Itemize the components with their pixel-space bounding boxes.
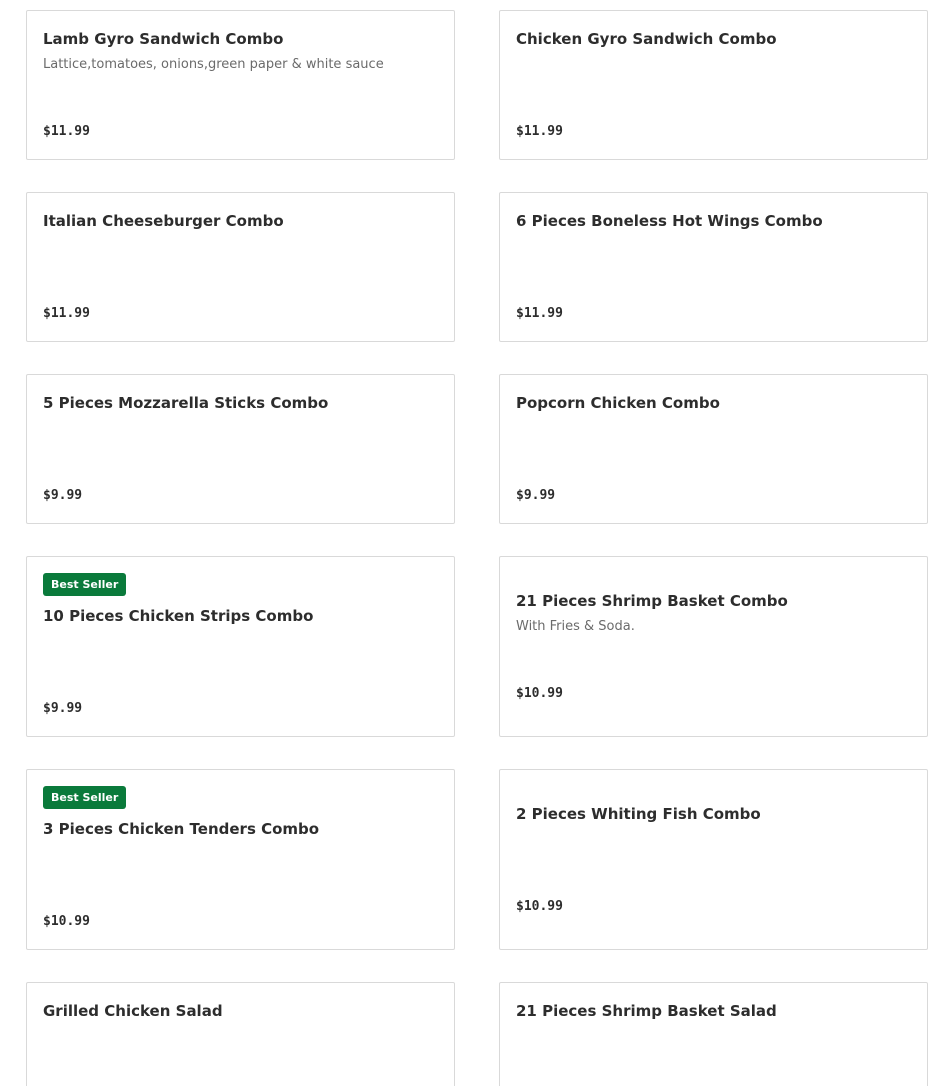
menu-item-price: $11.99	[516, 124, 563, 139]
menu-item-name: 21 Pieces Shrimp Basket Combo	[516, 592, 788, 610]
menu-item-card[interactable]	[499, 769, 928, 950]
menu-item-name: Grilled Chicken Salad	[43, 1002, 223, 1020]
menu-item-price: $9.99	[43, 701, 83, 716]
menu-item-card[interactable]	[499, 192, 928, 342]
menu-item-description: Lattice,tomatoes, onions,green paper & white sauce	[43, 57, 384, 72]
menu-item-card[interactable]	[26, 556, 455, 737]
menu-item-card[interactable]	[499, 10, 928, 160]
menu-item-price: $9.99	[43, 488, 83, 503]
menu-item-card[interactable]	[499, 982, 928, 1086]
menu-item-name: 10 Pieces Chicken Strips Combo	[43, 607, 314, 625]
menu-item-card[interactable]	[26, 374, 455, 524]
menu-item-description: With Fries & Soda.	[516, 619, 635, 634]
menu-item-name: 6 Pieces Boneless Hot Wings Combo	[516, 212, 823, 230]
menu-item-price: $10.99	[516, 686, 563, 701]
menu-item-price: $10.99	[43, 914, 90, 929]
menu-item-card[interactable]	[26, 192, 455, 342]
menu-item-card[interactable]	[26, 769, 455, 950]
best-seller-badge: Best Seller	[43, 573, 126, 596]
menu-item-name: Italian Cheeseburger Combo	[43, 212, 284, 230]
menu-item-card[interactable]	[499, 556, 928, 737]
menu-item-name: Lamb Gyro Sandwich Combo	[43, 30, 284, 48]
menu-item-price: $10.99	[516, 899, 563, 914]
menu-item-price: $11.99	[43, 306, 90, 321]
menu-item-name: 21 Pieces Shrimp Basket Salad	[516, 1002, 777, 1020]
menu-item-price: $11.99	[516, 306, 563, 321]
menu-item-name: Popcorn Chicken Combo	[516, 394, 720, 412]
menu-item-price: $11.99	[43, 124, 90, 139]
menu-item-name: 5 Pieces Mozzarella Sticks Combo	[43, 394, 329, 412]
menu-item-card[interactable]	[26, 10, 455, 160]
best-seller-badge: Best Seller	[43, 786, 126, 809]
menu-item-name: 3 Pieces Chicken Tenders Combo	[43, 820, 320, 838]
menu-item-name: Chicken Gyro Sandwich Combo	[516, 30, 777, 48]
menu-item-card[interactable]	[499, 374, 928, 524]
menu-item-name: 2 Pieces Whiting Fish Combo	[516, 805, 761, 823]
menu-item-card[interactable]	[26, 982, 455, 1086]
menu-item-price: $9.99	[516, 488, 556, 503]
